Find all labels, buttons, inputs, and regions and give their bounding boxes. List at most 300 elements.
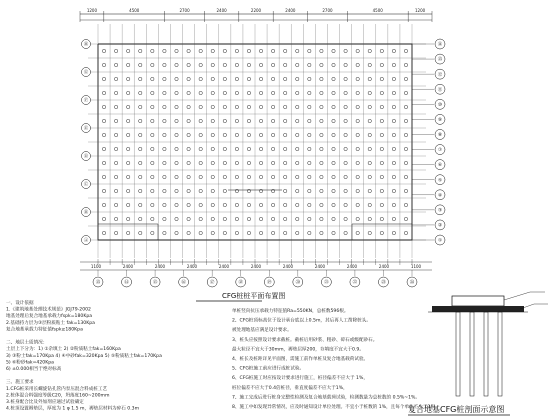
pile: [235, 77, 238, 80]
pile: [356, 189, 359, 192]
pile: [283, 217, 286, 220]
pile: [296, 63, 299, 66]
pile: [102, 175, 105, 178]
pile: [392, 147, 395, 150]
pile: [344, 49, 347, 52]
pile: [332, 147, 335, 150]
pile: [139, 175, 142, 178]
pile: [368, 49, 371, 52]
pile: [187, 105, 190, 108]
pile: [102, 119, 105, 122]
pile: [235, 217, 238, 220]
pile: [404, 147, 407, 150]
pile: [271, 231, 274, 234]
pile: [199, 231, 202, 234]
pile: [296, 119, 299, 122]
axis-label: ⑰: [209, 280, 215, 286]
leader-line: [504, 292, 530, 300]
pile: [114, 161, 117, 164]
pile: [114, 231, 117, 234]
pile: [283, 161, 286, 164]
pile: [320, 119, 323, 122]
note-line: 4、桩长及桩距详见平面图，需施工前作单桩及复合地基载荷试验。: [232, 357, 369, 362]
pile: [271, 147, 274, 150]
pile: [114, 203, 117, 206]
pile: [259, 77, 262, 80]
pile: [126, 175, 129, 178]
pile: [102, 217, 105, 220]
pile: [235, 147, 238, 150]
pile: [199, 119, 202, 122]
pile: [126, 133, 129, 136]
pile: [320, 217, 323, 220]
axis-label: Ⓗ: [83, 42, 89, 48]
pile: [223, 161, 226, 164]
pile: [139, 161, 142, 164]
pile: [356, 203, 359, 206]
axis-label: ⑲: [267, 280, 272, 286]
pile: [139, 231, 142, 234]
pile: [259, 175, 262, 178]
pile: [199, 161, 202, 164]
pile-cap: [452, 296, 504, 306]
inner-wall-line: [352, 224, 412, 240]
pile: [139, 133, 142, 136]
pile: [332, 77, 335, 80]
pile: [235, 203, 238, 206]
pile: [187, 147, 190, 150]
pile: [223, 77, 226, 80]
note-line: 7、施工完成后进行桩身完整性检测及复合地基载荷试验，检测数量为总桩数的 0.5%~1%。: [232, 395, 420, 401]
pile: [163, 147, 166, 150]
pile: [247, 91, 250, 94]
axis-label: Ⓔ: [83, 126, 89, 132]
pile: [187, 189, 190, 192]
pile: [235, 63, 238, 66]
note-line: 5、CFG桩施工前应进行成桩试验。: [232, 366, 305, 372]
pile: [356, 119, 359, 122]
pile: [211, 105, 214, 108]
pile: [308, 63, 311, 66]
pile: [235, 105, 238, 108]
pile: [163, 133, 166, 136]
pile: [247, 203, 250, 206]
note-line: 2.桩体混合料强度等级C20，坍落度160~200mm: [6, 393, 110, 399]
pile: [332, 119, 335, 122]
note-line: 4.桩顶设置褥垫层，厚度为 1 φ 1.5 m，褥垫层材料为碎石 0.3m: [6, 406, 140, 412]
top-dimension-label: 1200: [86, 8, 98, 13]
pile: [404, 217, 407, 220]
pile: [247, 105, 250, 108]
pile: [332, 189, 335, 192]
pile: [356, 77, 359, 80]
pile: [404, 231, 407, 234]
pile: [139, 91, 142, 94]
pile: [211, 189, 214, 192]
pile: [259, 105, 262, 108]
notes-right: [232, 307, 440, 410]
pile: [283, 231, 286, 234]
pile-layout-plan: [80, 8, 445, 287]
section-pile: [484, 312, 488, 396]
pile: [271, 119, 274, 122]
pile: [199, 49, 202, 52]
pile: [151, 133, 154, 136]
pile: [102, 231, 105, 234]
note-line: 地基处理后复合地基承载力fspk=180Kpa: [6, 314, 93, 320]
pile: [380, 77, 383, 80]
note-line: 三、施工要求: [6, 380, 34, 386]
pile: [283, 147, 286, 150]
pile: [175, 63, 178, 66]
pile: [175, 77, 178, 80]
pile: [187, 217, 190, 220]
pile: [332, 63, 335, 66]
axis-label: ㉓: [381, 280, 386, 286]
bottom-dimension-label: 2400: [250, 264, 262, 269]
pile: [175, 189, 178, 192]
pile: [380, 49, 383, 52]
pile: [223, 203, 226, 206]
bottom-dimension-label: 2400: [346, 264, 358, 269]
pile: [344, 175, 347, 178]
pile: [368, 217, 371, 220]
pile: [404, 63, 407, 66]
pile: [235, 133, 238, 136]
pile: [320, 77, 323, 80]
pile: [380, 91, 383, 94]
pile: [223, 63, 226, 66]
pile: [392, 189, 395, 192]
pile: [151, 49, 154, 52]
pile: [320, 63, 323, 66]
pile: [392, 63, 395, 66]
pile: [283, 105, 286, 108]
pile: [380, 203, 383, 206]
pile: [163, 119, 166, 122]
pile: [102, 189, 105, 192]
pile: [187, 203, 190, 206]
pile: [126, 119, 129, 122]
pile: [163, 203, 166, 206]
pile: [199, 133, 202, 136]
pile: [126, 105, 129, 108]
pile: [175, 49, 178, 52]
pile: [271, 161, 274, 164]
pile: [114, 133, 117, 136]
section-pile: [470, 312, 474, 396]
pile: [247, 77, 250, 80]
pile: [223, 217, 226, 220]
pile: [332, 203, 335, 206]
pile: [344, 217, 347, 220]
axis-label: ③: [437, 208, 443, 214]
axis-label: ①: [437, 238, 443, 244]
pile: [151, 77, 154, 80]
pile: [175, 231, 178, 234]
pile: [175, 91, 178, 94]
pile: [356, 175, 359, 178]
pile: [283, 49, 286, 52]
pile: [102, 105, 105, 108]
top-dimension-label: 4500: [129, 8, 140, 13]
pile: [211, 49, 214, 52]
pile: [283, 91, 286, 94]
pile: [247, 231, 250, 234]
pile: [271, 91, 274, 94]
axis-label: ⑨: [437, 117, 443, 123]
axis-label: ⑳: [295, 280, 301, 286]
pile: [271, 49, 274, 52]
pile: [199, 189, 202, 192]
pile: [126, 203, 129, 206]
pile: [271, 77, 274, 80]
pile: [187, 119, 190, 122]
pile: [356, 105, 359, 108]
pile: [332, 133, 335, 136]
section-caption: 复合地基CFG桩剖面示意图: [408, 405, 505, 414]
pile: [380, 147, 383, 150]
pile: [344, 119, 347, 122]
pile: [296, 189, 299, 192]
pile: [126, 217, 129, 220]
note-line: 单桩竖向抗压承载力特征值Ra=550KN，总桩数596根。: [232, 309, 349, 314]
pile: [199, 147, 202, 150]
pile: [308, 133, 311, 136]
pile: [296, 77, 299, 80]
pile: [392, 105, 395, 108]
pile: [368, 105, 371, 108]
pile: [332, 231, 335, 234]
pile: [283, 119, 286, 122]
pile: [296, 161, 299, 164]
pile: [404, 175, 407, 178]
pile: [235, 231, 238, 234]
pile: [380, 63, 383, 66]
bottom-dimension-label: 2400: [314, 264, 326, 269]
note-line: 被处理地基应满足设计要求。: [232, 328, 292, 334]
axis-label: ⑮: [152, 280, 158, 286]
axis-label: ⑬: [95, 280, 101, 286]
note-line: 8、施工中如发现异常情况，应及时通知设计单位处理。不宜小于桩数的 1%，且每个单体不少于3根。: [232, 405, 440, 410]
axis-label: Ⓒ: [83, 182, 89, 188]
pile: [392, 133, 395, 136]
pile: [163, 49, 166, 52]
pile: [126, 49, 129, 52]
note-line: 5) ⑥粉砂fak=420Kpa: [6, 360, 54, 366]
pile: [235, 49, 238, 52]
pile: [368, 189, 371, 192]
pile: [259, 133, 262, 136]
axis-label: ⑯: [181, 280, 186, 286]
pile: [151, 119, 154, 122]
pile: [175, 119, 178, 122]
pile: [392, 231, 395, 234]
note-line: 6) ±0.000相当于绝对标高: [6, 367, 62, 372]
pile: [308, 189, 311, 192]
pile: [344, 133, 347, 136]
pile: [223, 105, 226, 108]
pile: [151, 231, 154, 234]
pile: [356, 49, 359, 52]
pile: [114, 49, 117, 52]
pile: [139, 147, 142, 150]
axis-label: ⑱: [238, 280, 243, 286]
pile: [247, 119, 250, 122]
pile: [163, 161, 166, 164]
note-line: 1.CFG桩采用长螺旋钻孔管内泵压混合料成桩工艺: [6, 386, 108, 392]
axis-label: ④: [437, 193, 443, 199]
cushion-layer: [432, 306, 524, 312]
inner-wall-line: [98, 224, 158, 240]
axis-label: ⑤: [437, 178, 443, 184]
pile: [175, 175, 178, 178]
pile: [332, 105, 335, 108]
top-dimension-label: 2200: [250, 8, 262, 13]
pile: [320, 105, 323, 108]
pile: [199, 217, 202, 220]
note-line: 二、地层土质情况：: [6, 340, 48, 346]
pile: [211, 217, 214, 220]
pile: [332, 91, 335, 94]
pile: [380, 133, 383, 136]
pile: [404, 49, 407, 52]
pile: [271, 105, 274, 108]
pile: [380, 161, 383, 164]
pile: [259, 91, 262, 94]
axis-label: ⑪: [437, 87, 443, 93]
pile: [139, 119, 142, 122]
axis-label: Ⓑ: [83, 210, 89, 216]
plan-title: CFG桩桩平面布置图: [222, 292, 286, 300]
pile: [223, 133, 226, 136]
note-line: 3) ③粉土fak=170Kpa 4) ④中砂fak=320Kpa 5) ⑤粉质粘土fak=170Kpa: [6, 353, 162, 359]
pile: [151, 91, 154, 94]
pile: [344, 231, 347, 234]
pile: [139, 77, 142, 80]
pile: [114, 217, 117, 220]
pile: [404, 161, 407, 164]
pile: [271, 203, 274, 206]
pile: [380, 217, 383, 220]
pile: [296, 175, 299, 178]
pile: [126, 231, 129, 234]
pile: [211, 231, 214, 234]
pile: [223, 175, 226, 178]
pile: [114, 63, 117, 66]
pile: [139, 49, 142, 52]
pile: [102, 147, 105, 150]
pile: [356, 161, 359, 164]
pile: [126, 77, 129, 80]
pile: [368, 91, 371, 94]
pile: [175, 203, 178, 206]
note-line: 2.基础持力层为③层粉质粘土 fak=130Kpa: [6, 320, 95, 326]
pile: [102, 49, 105, 52]
pile: [392, 161, 395, 164]
pile: [283, 77, 286, 80]
pile: [211, 147, 214, 150]
pile: [175, 161, 178, 164]
axis-label: Ⓐ: [83, 238, 89, 244]
pile: [392, 119, 395, 122]
pile: [308, 119, 311, 122]
pile: [247, 175, 250, 178]
pile: [151, 203, 154, 206]
pile: [296, 91, 299, 94]
note-line: 土层上下分为：1) ①杂填土 2) ②粉质粘土fak=160Kpa: [6, 347, 121, 353]
pile: [271, 217, 274, 220]
pile: [247, 217, 250, 220]
pile: [344, 105, 347, 108]
note-line: 3.桩身配合比及外加剂应通过试验确定: [6, 400, 84, 405]
pile: [187, 161, 190, 164]
pile: [380, 189, 383, 192]
pile: [296, 203, 299, 206]
pile: [163, 105, 166, 108]
top-dimension-label: 1200: [414, 8, 426, 13]
axis-label: ⑭: [124, 280, 129, 286]
pile: [247, 161, 250, 164]
notes-left: [6, 299, 162, 412]
section-pile: [456, 312, 460, 396]
pile: [283, 133, 286, 136]
pile: [296, 217, 299, 220]
pile: [320, 161, 323, 164]
pile: [271, 175, 274, 178]
pile: [404, 105, 407, 108]
pile: [356, 147, 359, 150]
pile: [114, 77, 117, 80]
pile: [187, 91, 190, 94]
pile: [308, 105, 311, 108]
pile: [211, 175, 214, 178]
pile: [356, 91, 359, 94]
bottom-dimension-label: 2400: [122, 264, 134, 269]
pile: [259, 63, 262, 66]
pile: [380, 175, 383, 178]
pile: [199, 91, 202, 94]
pile: [187, 231, 190, 234]
pile: [247, 49, 250, 52]
axis-label: ⑧: [437, 133, 443, 139]
pile: [320, 49, 323, 52]
pile: [404, 91, 407, 94]
pile: [368, 133, 371, 136]
pile: [247, 63, 250, 66]
pile: [126, 161, 129, 164]
pile: [308, 91, 311, 94]
pile: [332, 217, 335, 220]
bottom-dimension-label: 2400: [186, 264, 198, 269]
pile: [368, 77, 371, 80]
pile: [163, 63, 166, 66]
pile: [271, 133, 274, 136]
pile: [368, 231, 371, 234]
pile: [211, 77, 214, 80]
pile: [102, 63, 105, 66]
pile: [392, 175, 395, 178]
pile: [392, 217, 395, 220]
pile: [380, 105, 383, 108]
pile: [332, 175, 335, 178]
pile: [259, 49, 262, 52]
pile: [223, 231, 226, 234]
pile: [223, 91, 226, 94]
pile: [247, 133, 250, 136]
pile: [151, 175, 154, 178]
pile: [283, 203, 286, 206]
